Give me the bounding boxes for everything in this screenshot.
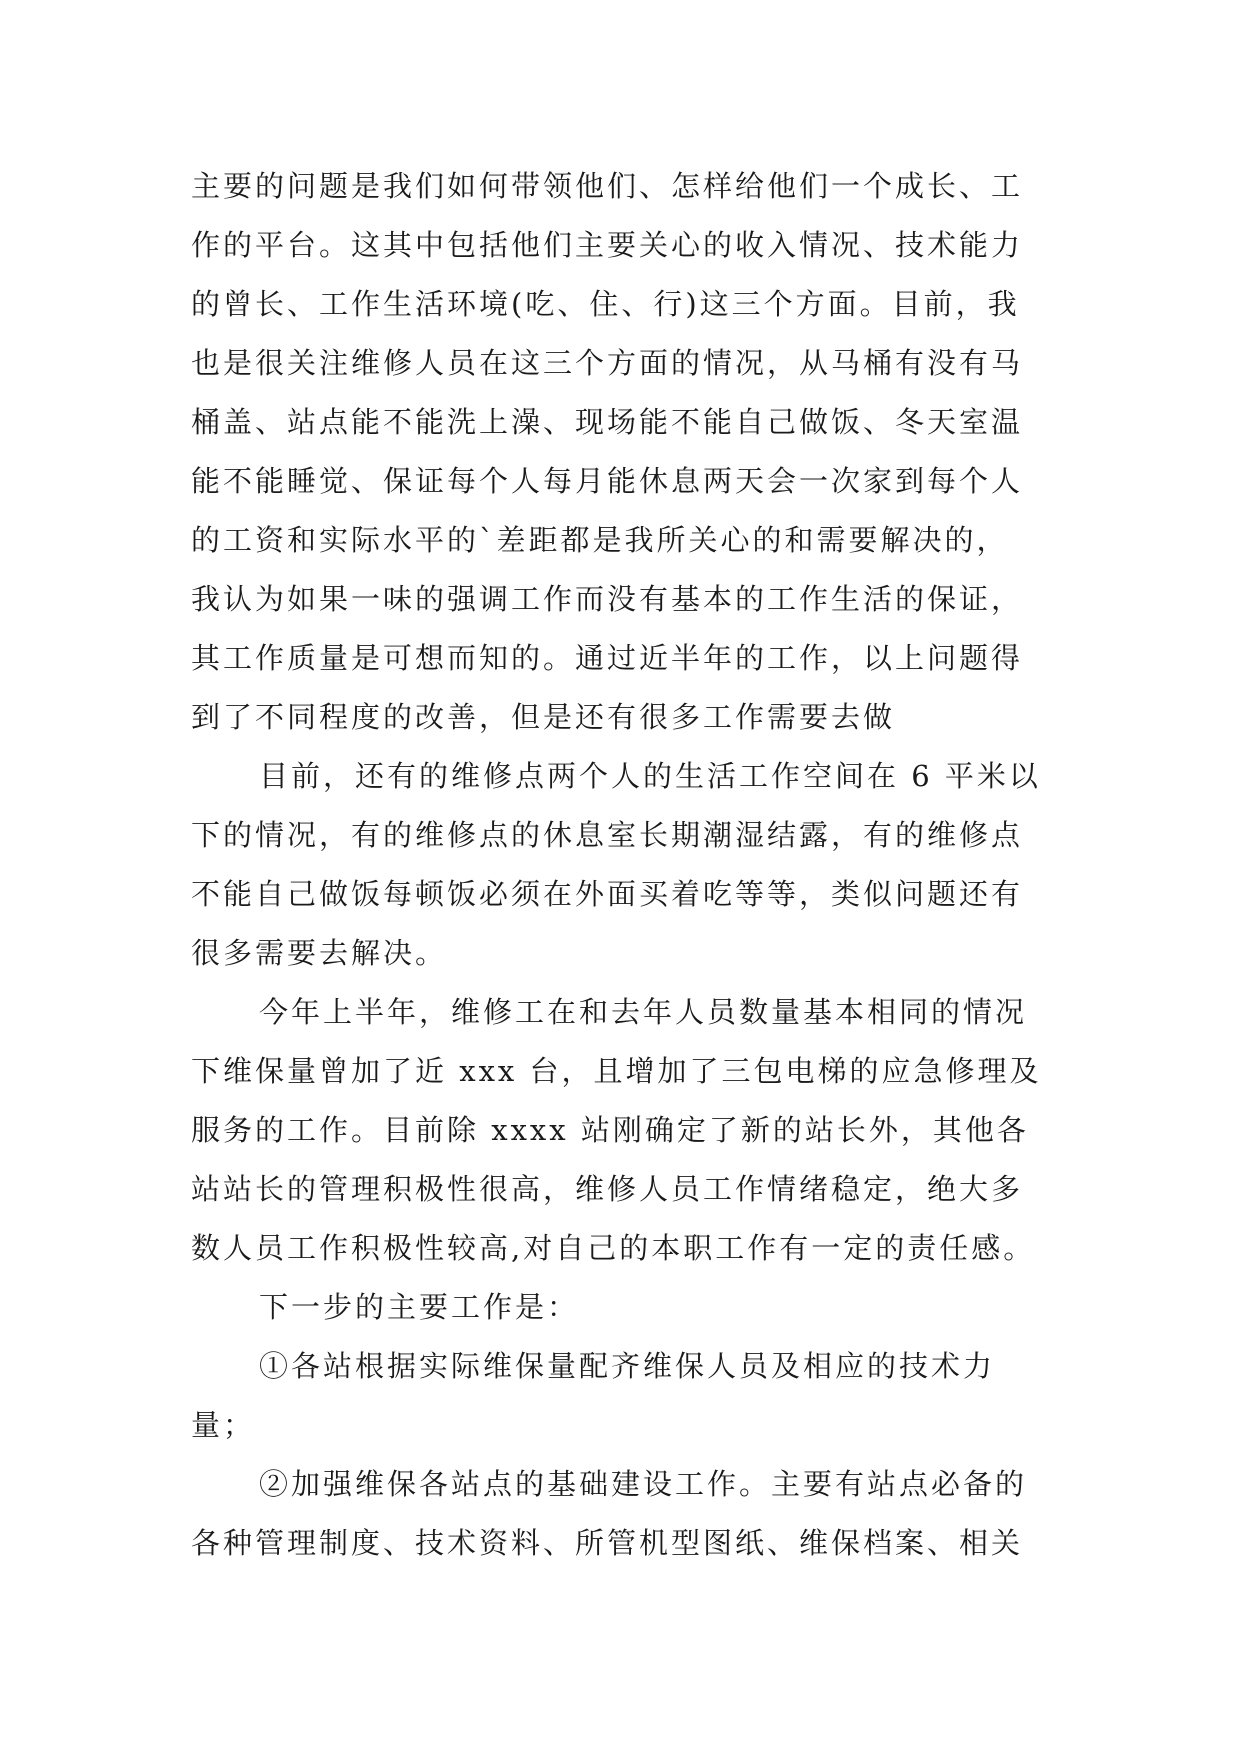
- paragraph-first-line: 下一步的主要工作是：: [259, 1290, 580, 1324]
- text-line: 主要的问题是我们如何带领他们、怎样给他们一个成长、工: [191, 169, 1024, 203]
- text-line: 其工作质量是可想而知的。通过近半年的工作，以上问题得: [191, 641, 1024, 675]
- text-line: 服务的工作。目前除 xxxx 站刚确定了新的站长外，其他各: [191, 1113, 1029, 1147]
- text-line: 量；: [191, 1408, 256, 1442]
- text-line: 不能自己做饭每顿饭必须在外面买着吃等等，类似问题还有: [191, 877, 1024, 911]
- text-line: 各种管理制度、技术资料、所管机型图纸、维保档案、相关: [191, 1526, 1024, 1560]
- paragraph-first-line: 目前，还有的维修点两个人的生活工作空间在 6 平米以: [259, 759, 1041, 793]
- text-line: 很多需要去解决。: [191, 936, 448, 970]
- text-line: 作的平台。这其中包括他们主要关心的收入情况、技术能力: [191, 228, 1024, 262]
- text-line: 桶盖、站点能不能洗上澡、现场能不能自己做饭、冬天室温: [191, 405, 1024, 439]
- list-item-2: ②加强维保各站点的基础建设工作。主要有站点必备的: [259, 1467, 1028, 1501]
- paragraph-first-line: 今年上半年，维修工在和去年人员数量基本相同的情况: [259, 995, 1028, 1029]
- text-line: 的曾长、工作生活环境(吃、住、行)这三个方面。目前，我: [191, 287, 1020, 321]
- text-line: 下的情况，有的维修点的休息室长期潮湿结露，有的维修点: [191, 818, 1024, 852]
- document-body: [191, 157, 1051, 1573]
- text-line: 我认为如果一味的强调工作而没有基本的工作生活的保证，: [191, 582, 1024, 616]
- text-line: 站站长的管理积极性很高，维修人员工作情绪稳定，绝大多: [191, 1172, 1024, 1206]
- text-line: 下维保量曾加了近 xxx 台，且增加了三包电梯的应急修理及: [191, 1054, 1042, 1088]
- text-line: 的工资和实际水平的`差距都是我所关心的和需要解决的，: [191, 523, 1009, 557]
- list-item-1: ①各站根据实际维保量配齐维保人员及相应的技术力: [259, 1349, 996, 1383]
- text-line: 数人员工作积极性较高,对自己的本职工作有一定的责任感。: [191, 1231, 1036, 1265]
- text-line: 能不能睡觉、保证每个人每月能休息两天会一次家到每个人: [191, 464, 1024, 498]
- text-line: 到了不同程度的改善，但是还有很多工作需要去做: [191, 700, 896, 734]
- text-line: 也是很关注维修人员在这三个方面的情况，从马桶有没有马: [191, 346, 1024, 380]
